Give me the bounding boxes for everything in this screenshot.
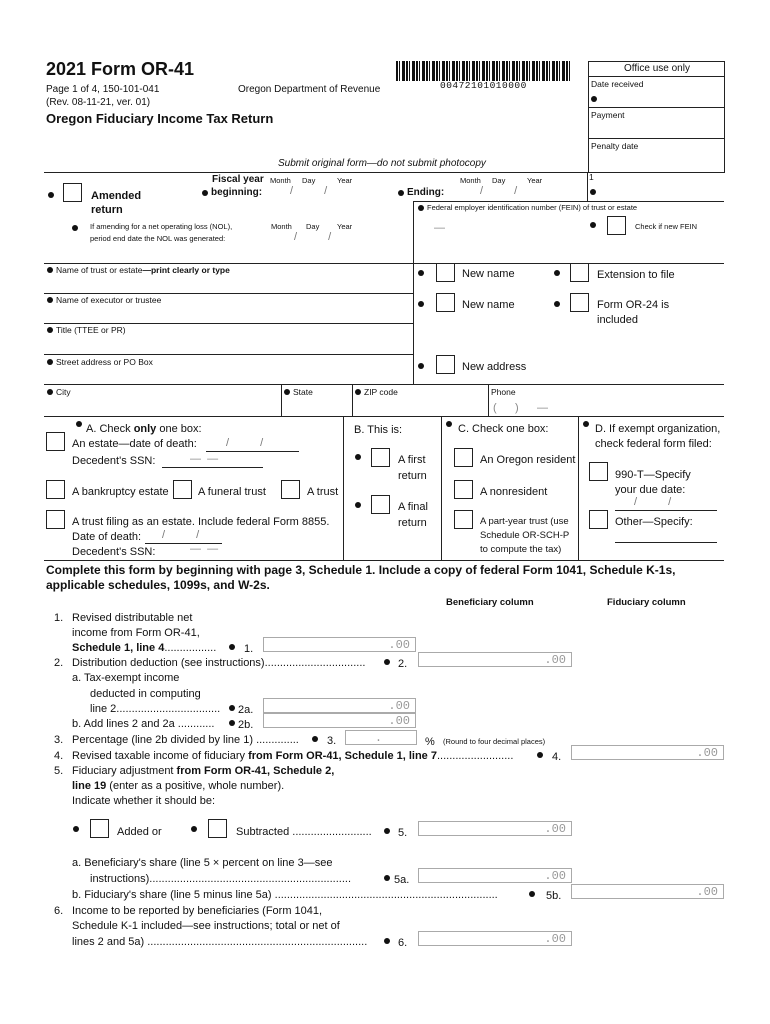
990t-due-date-input[interactable] bbox=[615, 510, 717, 511]
line-1-number: 1. bbox=[54, 612, 64, 624]
part-year-label-3: to compute the tax) bbox=[480, 544, 562, 555]
new-fein-checkbox[interactable] bbox=[607, 216, 626, 235]
payment-label: Payment bbox=[591, 110, 625, 120]
line-5-text-3: Indicate whether it should be: bbox=[72, 795, 216, 807]
phone-label: Phone bbox=[491, 387, 516, 397]
date-received-label: Date received bbox=[591, 79, 644, 89]
line-5b-ref: 5b. bbox=[546, 890, 562, 902]
line-5-input[interactable]: .00 bbox=[418, 821, 572, 836]
end-date-input[interactable]: / / bbox=[480, 185, 532, 197]
dod2-sep: / / bbox=[162, 529, 214, 541]
other-label: Other—Specify: bbox=[615, 516, 693, 528]
trust-checkbox[interactable] bbox=[281, 480, 300, 499]
line-3-note: (Round to four decimal places) bbox=[443, 737, 546, 746]
ending-label: Ending: bbox=[407, 187, 445, 198]
line-2a-text-3: line 2.................................. bbox=[90, 703, 221, 715]
nol-day-label: Day bbox=[306, 222, 320, 231]
final-return-checkbox[interactable] bbox=[371, 495, 390, 514]
ssn-sep: — — bbox=[190, 453, 219, 465]
phone-input[interactable]: ( ) — bbox=[493, 402, 548, 414]
new-name-2-label: New name bbox=[462, 299, 515, 311]
ssn2-input[interactable]: — — bbox=[190, 543, 219, 555]
line-2a-ref: 2a. bbox=[238, 704, 254, 716]
line-5b-input[interactable]: .00 bbox=[571, 884, 724, 899]
nol-date-input[interactable]: / / bbox=[294, 231, 346, 243]
or24-label: Form OR-24 is bbox=[597, 299, 670, 311]
penalty-date-label: Penalty date bbox=[591, 141, 639, 151]
trust-estate-checkbox[interactable] bbox=[46, 510, 65, 529]
section-d-heading: D. If exempt organization, bbox=[595, 423, 721, 435]
line-2b-text: b. Add lines 2 and 2a ............ bbox=[72, 718, 215, 730]
department: Oregon Department of Revenue bbox=[238, 84, 381, 95]
new-name-2-checkbox[interactable] bbox=[436, 293, 455, 312]
line-3-ref: 3. bbox=[327, 735, 337, 747]
line-3-input[interactable]: . bbox=[345, 730, 417, 745]
first-return-label: A first bbox=[398, 454, 426, 466]
line-4-number: 4. bbox=[54, 750, 64, 762]
nol-year-label: Year bbox=[337, 222, 353, 231]
submit-note: Submit original form—do not submit photocopy bbox=[278, 158, 486, 169]
new-name-1-label: New name bbox=[462, 268, 515, 280]
begin-date-input[interactable]: / / bbox=[290, 185, 342, 197]
subtracted-checkbox[interactable] bbox=[208, 819, 227, 838]
line-6-number: 6. bbox=[54, 905, 64, 917]
begin-day-label: Day bbox=[302, 176, 316, 185]
990t-date-sep: / / bbox=[634, 496, 686, 508]
added-checkbox[interactable] bbox=[90, 819, 109, 838]
section-a-heading: A. Check only one box: bbox=[86, 423, 202, 435]
city-label: City bbox=[56, 387, 71, 397]
final-return-label-2: return bbox=[398, 517, 427, 529]
decedent-ssn-label: Decedent's SSN: bbox=[72, 455, 156, 467]
fiduciary-column-header: Fiduciary column bbox=[607, 597, 686, 608]
line-5-text-2: line 19 (enter as a positive, whole number). bbox=[72, 780, 285, 792]
fiscal-year-label: Fiscal year bbox=[212, 174, 264, 185]
line-1-ref: 1. bbox=[244, 643, 254, 655]
line-5-text: Fiduciary adjustment from Form OR-41, Schedule 2, bbox=[72, 765, 335, 777]
part-year-label: A part-year trust (use bbox=[480, 516, 569, 527]
first-return-label-2: return bbox=[398, 470, 427, 482]
beginning-label: beginning: bbox=[211, 187, 263, 198]
bankruptcy-checkbox[interactable] bbox=[46, 480, 65, 499]
oregon-resident-checkbox[interactable] bbox=[454, 448, 473, 467]
subtracted-label: Subtracted .......................... bbox=[236, 826, 372, 838]
fein-label: Federal employer identification number (FEIN) of trust or estate bbox=[427, 203, 638, 212]
line-5a-text: a. Beneficiary's share (line 5 × percent on line 3—see bbox=[72, 857, 333, 869]
check-new-fein-label: Check if new FEIN bbox=[635, 222, 698, 231]
barcode-number: 00472101010000 bbox=[440, 80, 527, 91]
nonresident-label: A nonresident bbox=[480, 486, 548, 498]
nol-text-2: period end date the NOL was generated: bbox=[90, 234, 226, 243]
line-5a-input[interactable]: .00 bbox=[418, 868, 572, 883]
line-1-text-2: income from Form OR-41, bbox=[72, 627, 200, 639]
line-2-ref: 2. bbox=[398, 658, 408, 670]
line-2a-input[interactable]: .00 bbox=[263, 698, 416, 713]
barcode bbox=[396, 61, 572, 81]
line-2b-input[interactable]: .00 bbox=[263, 713, 416, 728]
line-2b-ref: 2b. bbox=[238, 719, 254, 731]
line-6-text-3: lines 2 and 5a) ........................................................................ bbox=[72, 936, 368, 948]
estate-dod-input[interactable] bbox=[206, 451, 299, 452]
end-month-label: Month bbox=[460, 176, 481, 185]
new-address-checkbox[interactable] bbox=[436, 355, 455, 374]
begin-month-label: Month bbox=[270, 176, 291, 185]
new-address-label: New address bbox=[462, 361, 527, 373]
amended-label-2: return bbox=[91, 204, 123, 216]
line-6-input[interactable]: .00 bbox=[418, 931, 572, 946]
street-label: Street address or PO Box bbox=[56, 357, 153, 367]
nol-month-label: Month bbox=[271, 222, 292, 231]
estate-checkbox[interactable] bbox=[46, 432, 65, 451]
office-use-title: Office use only bbox=[624, 63, 690, 74]
line-4-ref: 4. bbox=[552, 751, 562, 763]
dod2-label: Date of death: bbox=[72, 531, 142, 543]
state-label: State bbox=[293, 387, 313, 397]
line-5a-text-2: instructions).................................................................. bbox=[90, 873, 352, 885]
line-6-ref: 6. bbox=[398, 937, 408, 949]
instructions-line-1: Complete this form by beginning with page 3, Schedule 1. Include a copy of federal Form 1041, Schedule K-1s, bbox=[46, 563, 676, 577]
nonresident-checkbox[interactable] bbox=[454, 480, 473, 499]
line-2-text: Distribution deduction (see instructions)................................. bbox=[72, 657, 366, 669]
line-5-number: 5. bbox=[54, 765, 64, 777]
line-5a-ref: 5a. bbox=[394, 874, 410, 886]
trust-label: A trust bbox=[307, 486, 339, 498]
part-year-label-2: Schedule OR-SCH-P bbox=[480, 530, 570, 541]
or24-label-2: included bbox=[597, 314, 638, 326]
instructions-line-2: applicable schedules, 1099s, and W-2s. bbox=[46, 578, 270, 592]
line-6-text: Income to be reported by beneficiaries (Form 1041, bbox=[72, 905, 323, 917]
other-specify-input[interactable] bbox=[615, 542, 717, 543]
estate-dod-label: An estate—date of death: bbox=[72, 438, 197, 450]
trust-estate-label: A trust filing as an estate. Include federal Form 8855. bbox=[72, 516, 330, 528]
amended-label: Amended bbox=[91, 190, 142, 202]
990t-label: 990-T—Specify bbox=[615, 469, 691, 481]
name-trust-label: Name of trust or estate—print clearly or type bbox=[56, 265, 230, 275]
line-2a-text-2: deducted in computing bbox=[90, 688, 201, 700]
bankruptcy-label: A bankruptcy estate bbox=[72, 486, 169, 498]
funeral-checkbox[interactable] bbox=[173, 480, 192, 499]
line-3-text: Percentage (line 2b divided by line 1) .............. bbox=[72, 734, 299, 746]
final-return-label: A final bbox=[398, 501, 428, 513]
line-5-ref: 5. bbox=[398, 827, 408, 839]
990t-label-2: your due date: bbox=[615, 484, 686, 496]
extension-label: Extension to file bbox=[597, 269, 675, 281]
line-4-input[interactable]: .00 bbox=[571, 745, 724, 760]
990t-checkbox[interactable] bbox=[589, 462, 608, 481]
title-label: Title (TTEE or PR) bbox=[56, 325, 126, 335]
line-2a-text: a. Tax-exempt income bbox=[72, 672, 180, 684]
revision: (Rev. 08-11-21, ver. 01) bbox=[46, 97, 151, 108]
line-3-percent: % bbox=[425, 736, 435, 748]
decedent-ssn-input[interactable] bbox=[162, 467, 263, 468]
other-checkbox[interactable] bbox=[589, 510, 608, 529]
ssn2-label: Decedent's SSN: bbox=[72, 546, 156, 558]
line-6-text-2: Schedule K-1 included—see instructions; total or net of bbox=[72, 920, 340, 932]
section-c-heading: C. Check one box: bbox=[458, 423, 549, 435]
line-2-input[interactable]: .00 bbox=[418, 652, 572, 667]
form-title: 2021 Form OR-41 bbox=[46, 59, 195, 79]
end-day-label: Day bbox=[492, 176, 506, 185]
end-year-label: Year bbox=[527, 176, 543, 185]
office-box-1: 1 bbox=[589, 172, 594, 182]
first-return-checkbox[interactable] bbox=[371, 448, 390, 467]
zip-label: ZIP code bbox=[364, 387, 398, 397]
line-5b-text: b. Fiduciary's share (line 5 minus line 5a) ......................................................................... bbox=[72, 889, 498, 901]
section-d-heading-2: check federal form filed: bbox=[595, 438, 712, 450]
begin-year-label: Year bbox=[337, 176, 353, 185]
beneficiary-column-header: Beneficiary column bbox=[446, 597, 534, 608]
line-1-text-3: Schedule 1, line 4................. bbox=[72, 642, 217, 654]
oregon-resident-label: An Oregon resident bbox=[480, 454, 576, 466]
line-3-number: 3. bbox=[54, 734, 64, 746]
line-1-input[interactable]: .00 bbox=[263, 637, 416, 652]
page-info: Page 1 of 4, 150-101-041 bbox=[46, 84, 160, 95]
part-year-checkbox[interactable] bbox=[454, 510, 473, 529]
return-title: Oregon Fiduciary Income Tax Return bbox=[46, 111, 274, 126]
or24-checkbox[interactable] bbox=[570, 293, 589, 312]
line-4-text: Revised taxable income of fiduciary from Form OR-41, Schedule 1, line 7......................... bbox=[72, 750, 514, 762]
line-2-number: 2. bbox=[54, 657, 64, 669]
amended-checkbox[interactable] bbox=[63, 183, 82, 202]
fein-input[interactable]: — bbox=[434, 222, 445, 234]
nol-text-1: If amending for a net operating loss (NOL), bbox=[90, 222, 233, 231]
executor-label: Name of executor or trustee bbox=[56, 295, 162, 305]
funeral-label: A funeral trust bbox=[198, 486, 266, 498]
added-label: Added or bbox=[117, 826, 162, 838]
new-name-1-checkbox[interactable] bbox=[436, 263, 455, 282]
estate-dod-sep: / / bbox=[226, 437, 278, 449]
line-1-text: Revised distributable net bbox=[72, 612, 193, 624]
extension-checkbox[interactable] bbox=[570, 263, 589, 282]
section-b-heading: B. This is: bbox=[354, 424, 403, 436]
